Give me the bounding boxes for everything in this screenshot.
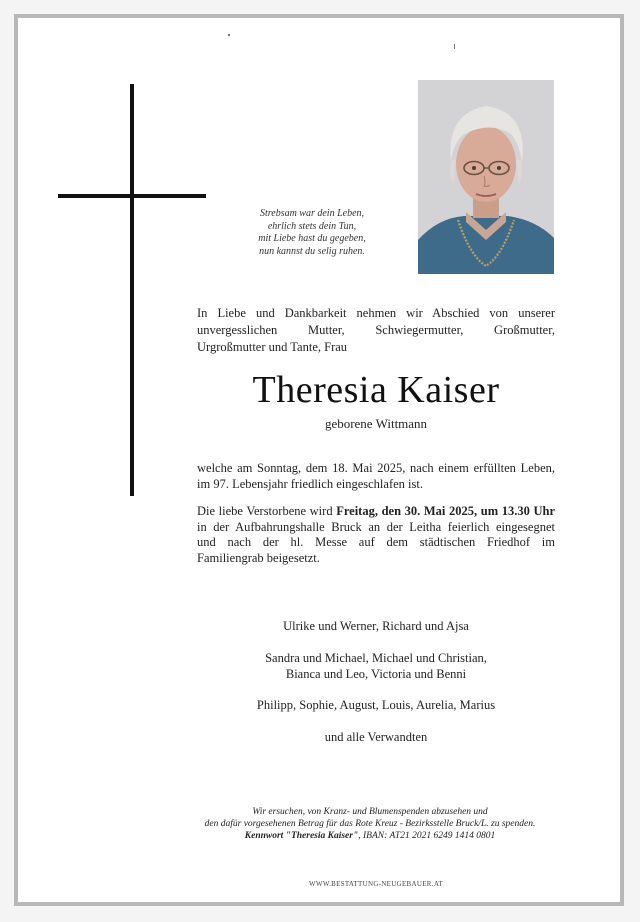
intro-text (197, 305, 555, 356)
family-grandchildren (180, 650, 572, 682)
funeral-line-3: und nach der hl. Messe auf dem städtischen Friedhof im (197, 535, 555, 549)
funeral-paragraph (197, 504, 555, 566)
passing-line-1: welche am Sonntag, dem 18. Mai 2025, nach einem erfüllten Leben, (197, 461, 555, 475)
funeral-prefix: Die liebe Verstorbene wird (197, 504, 337, 518)
donation-line-3 (150, 830, 590, 842)
paper-speck (454, 44, 455, 49)
poem-line: Strebsam war dein Leben, (259, 208, 365, 219)
grandchildren-line-1: Sandra und Michael, Michael und Christian, (265, 651, 487, 665)
donation-note (150, 806, 590, 842)
portrait-illustration (418, 80, 554, 274)
poem-line: nun kannst du selig ruhen. (259, 245, 365, 257)
passing-paragraph (197, 461, 555, 492)
funeral-line-4: Familiengrab beigesetzt. (197, 550, 320, 565)
funeral-date: Freitag, den 30. Mai 2025, um 13.30 Uhr (336, 504, 555, 518)
poem-line: ehrlich stets dein Tun, (267, 220, 357, 232)
donation-line-1: Wir ersuchen, von Kranz- und Blumenspenden abzusehen und (252, 807, 488, 817)
portrait-photo (418, 80, 554, 274)
intro-line-2: unvergesslichen Mutter, Schwiegermutter, Großmutter, (197, 323, 555, 337)
intro-line-3: Urgroßmutter und Tante, Frau (197, 340, 348, 354)
funeral-line-2: in der Aufbahrungshalle Bruck an der Leitha feierlich eingesegnet (197, 519, 555, 534)
donation-kennwort: Kennwort "Theresia Kaiser" (244, 831, 359, 841)
donation-line-2: den dafür vorgesehenen Betrag für das Rote Kreuz - Bezirksstelle Bruck/L. zu spenden. (204, 819, 536, 829)
memorial-poem (222, 208, 402, 258)
family-children: Ulrike und Werner, Richard und Ajsa (283, 619, 469, 633)
grandchildren-line-2: Bianca und Leo, Victoria und Benni (285, 667, 467, 681)
deceased-name: Theresia Kaiser (252, 369, 500, 411)
funeral-line-1 (197, 504, 555, 520)
paper-speck (228, 34, 230, 36)
funeral-home-website: WWW.BESTATTUNG-NEUGEBAUER.AT (309, 880, 443, 888)
birth-name: geborene Wittmann (324, 416, 428, 431)
family-relatives: und alle Verwandten (324, 730, 428, 744)
cross-horizontal-bar (58, 194, 206, 198)
donation-iban: , IBAN: AT21 2021 6249 1414 0801 (358, 831, 496, 841)
family-great-grandchildren: Philipp, Sophie, August, Louis, Aurelia, Marius (256, 698, 496, 712)
intro-line-1: In Liebe und Dankbarkeit nehmen wir Abschied von unserer (197, 306, 555, 320)
poem-line: mit Liebe hast du gegeben, (258, 233, 366, 244)
passing-line-2: im 97. Lebensjahr friedlich eingeschlafen ist. (197, 476, 423, 491)
cross-vertical-bar (130, 84, 134, 496)
